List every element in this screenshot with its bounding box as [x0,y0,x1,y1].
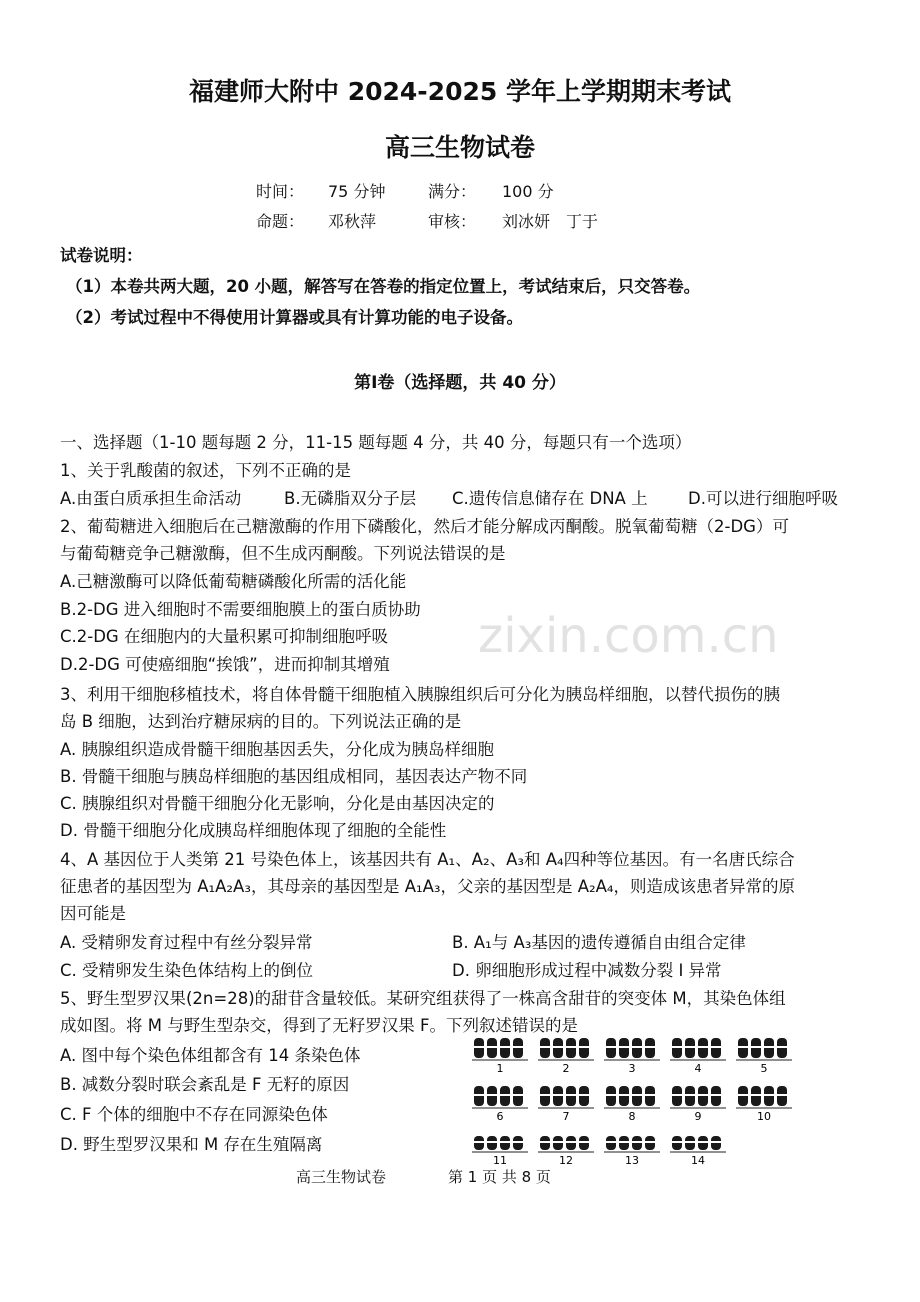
q5-option-d: D. 野生型罗汉果和 M 存在生殖隔离 [60,1135,323,1154]
centromere-band [606,1094,616,1096]
chromosome-group-10 [736,1086,792,1123]
part-heading: 一、选择题（1-10 题每题 2 分，11-15 题每题 4 分，共 40 分，每题只有一个选项） [60,433,692,452]
q4-option-b: B. A₁与 A₃基因的遗传遵循自由组合定律 [452,933,746,952]
centromere-band [764,1094,774,1096]
q1-option-d: D.可以进行细胞呼吸 [688,489,838,508]
centromere-band [777,1046,787,1048]
chromosome-label: 6 [496,1110,504,1123]
q4-stem-line1: 4、A 基因位于人类第 21 号染色体上，该基因共有 A₁、A₂、A₃和 A₄四种等位基因。有一名唐氏综合 [60,850,795,869]
centromere-band [632,1141,642,1143]
chromosome-group-5 [736,1038,792,1075]
chromosome-group-11 [472,1136,528,1167]
q5-option-b: B. 减数分裂时联会紊乱是 F 无籽的原因 [60,1075,350,1094]
centromere-band [566,1141,576,1143]
centromere-band [632,1046,642,1048]
instructions-heading: 试卷说明： [60,246,143,265]
centromere-band [579,1141,589,1143]
reviewer-value: 刘冰妍 丁于 [502,212,599,231]
chromosome-label: 7 [562,1110,570,1123]
q4-stem-line2: 征患者的基因型为 A₁A₂A₃，其母亲的基因型是 A₁A₃，父亲的基因型是 A₂A₄，则造成该患者异常的原 [60,877,796,896]
centromere-band [474,1046,484,1048]
q2-stem-line1: 2、葡萄糖进入细胞后在己糖激酶的作用下磷酸化，然后才能分解成丙酮酸。脱氧葡萄糖（2-DG）可 [60,517,789,536]
q3-option-b: B. 骨髓干细胞与胰岛样细胞的基因组成相同，基因表达产物不同 [60,767,528,786]
score-value: 100 分 [502,182,554,201]
chromosome-group-3 [604,1038,660,1075]
q3-stem-line2: 岛 B 细胞，达到治疗糖尿病的目的。下列说法正确的是 [60,712,462,731]
karyotype-figure [470,1038,810,1168]
author-label: 命题： [256,212,305,231]
time-label: 时间： [256,182,305,201]
chromosome-group-4 [670,1038,726,1075]
centromere-band [711,1141,721,1143]
chromosome-group-1 [472,1038,528,1075]
centromere-band [553,1141,563,1143]
q4-stem-line3: 因可能是 [60,904,126,923]
chromosome-group-12 [538,1136,594,1167]
centromere-band [672,1046,682,1048]
centromere-band [672,1094,682,1096]
author-value: 邓秋萍 [328,212,377,231]
chromosome-group-2 [538,1038,594,1075]
centromere-band [711,1046,721,1048]
q3-option-a: A. 胰腺组织造成骨髓干细胞基因丢失，分化成为胰岛样细胞 [60,740,494,759]
centromere-band [672,1141,682,1143]
instruction-item: （1）本卷共两大题，20 小题，解答写在答卷的指定位置上，考试结束后，只交答卷。 [66,277,701,296]
chromosome-group-14 [670,1136,726,1167]
chromosome-label: 2 [562,1062,570,1075]
centromere-band [619,1094,629,1096]
time-value: 75 分钟 [328,182,386,201]
centromere-band [632,1094,642,1096]
chromosome-label: 5 [760,1062,768,1075]
q5-option-c: C. F 个体的细胞中不存在同源染色体 [60,1105,328,1124]
chromosome-label: 4 [694,1062,702,1075]
centromere-band [619,1141,629,1143]
centromere-band [540,1141,550,1143]
centromere-band [553,1046,563,1048]
q3-option-d: D. 骨髓干细胞分化成胰岛样细胞体现了细胞的全能性 [60,821,447,840]
centromere-band [566,1046,576,1048]
centromere-band [698,1046,708,1048]
chromosome-group-9 [670,1086,726,1123]
watermark: zixin.com.cn [478,608,779,664]
q4-option-a: A. 受精卵发育过程中有丝分裂异常 [60,933,313,952]
q5-stem-line1: 5、野生型罗汉果(2n=28)的甜苷含量较低。某研究组获得了一株高含甜苷的突变体 M，其染色体组 [60,989,786,1008]
centromere-band [540,1046,550,1048]
chromosome-label: 13 [625,1154,639,1167]
centromere-band [751,1094,761,1096]
centromere-band [777,1094,787,1096]
reviewer-label: 审核： [428,212,477,231]
q2-stem-line2: 与葡萄糖竞争己糖激酶，但不生成丙酮酸。下列说法错误的是 [60,544,506,563]
q1-option-c: C.遗传信息储存在 DNA 上 [452,489,648,508]
centromere-band [645,1046,655,1048]
q3-option-c: C. 胰腺组织对骨髓干细胞分化无影响，分化是由基因决定的 [60,794,495,813]
q5-stem-line2: 成如图。将 M 与野生型杂交，得到了无籽罗汉果 F。下列叙述错误的是 [60,1016,578,1035]
centromere-band [540,1094,550,1096]
chromosome-label: 3 [628,1062,636,1075]
q1-option-b: B.无磷脂双分子层 [284,489,417,508]
chromosome-label: 1 [496,1062,504,1075]
centromere-band [513,1094,523,1096]
chromosome-label: 14 [691,1154,705,1167]
q2-option-d: D.2-DG 可使癌细胞“挨饿”，进而抑制其增殖 [60,655,390,674]
q2-option-c: C.2-DG 在细胞内的大量积累可抑制细胞呼吸 [60,627,388,646]
centromere-band [606,1046,616,1048]
chromosome-label: 11 [493,1154,507,1167]
q2-option-a: A.己糖激酶可以降低葡萄糖磷酸化所需的活化能 [60,572,407,591]
centromere-band [500,1094,510,1096]
centromere-band [553,1094,563,1096]
centromere-band [606,1141,616,1143]
q2-option-b: B.2-DG 进入细胞时不需要细胞膜上的蛋白质协助 [60,600,421,619]
centromere-band [738,1094,748,1096]
centromere-band [685,1046,695,1048]
school-title: 福建师大附中 2024-2025 学年上学期期末考试 [189,77,731,106]
section-title: 第Ⅰ卷（选择题，共 40 分） [354,373,566,393]
centromere-band [645,1141,655,1143]
chromosome-group-7 [538,1086,594,1123]
instruction-item: （2）考试过程中不得使用计算器或具有计算功能的电子设备。 [66,308,523,327]
centromere-band [619,1046,629,1048]
chromosome-group-13 [604,1136,660,1167]
chromosome-label: 12 [559,1154,573,1167]
centromere-band [474,1141,484,1143]
centromere-band [738,1046,748,1048]
centromere-band [513,1141,523,1143]
q4-option-d: D. 卵细胞形成过程中减数分裂 I 异常 [452,961,722,980]
centromere-band [579,1094,589,1096]
chromosome-group-6 [472,1086,528,1123]
chromosome-group-8 [604,1086,660,1123]
centromere-band [566,1094,576,1096]
centromere-band [685,1094,695,1096]
centromere-band [685,1141,695,1143]
centromere-band [487,1141,497,1143]
q1-option-a: A.由蛋白质承担生命活动 [60,489,242,508]
chromosome-label: 8 [628,1110,636,1123]
centromere-band [698,1094,708,1096]
centromere-band [487,1046,497,1048]
centromere-band [698,1141,708,1143]
q1-stem: 1、关于乳酸菌的叙述，下列不正确的是 [60,461,351,480]
q4-option-c: C. 受精卵发生染色体结构上的倒位 [60,961,314,980]
centromere-band [751,1046,761,1048]
footer-left: 高三生物试卷 [296,1168,387,1186]
centromere-band [500,1046,510,1048]
centromere-band [711,1094,721,1096]
paper-title: 高三生物试卷 [384,133,535,162]
centromere-band [487,1094,497,1096]
chromosome-label: 9 [694,1110,702,1123]
centromere-band [500,1141,510,1143]
centromere-band [513,1046,523,1048]
q3-stem-line1: 3、利用干细胞移植技术，将自体骨髓干细胞植入胰腺组织后可分化为胰岛样细胞，以替代损伤的胰 [60,685,780,704]
centromere-band [474,1094,484,1096]
score-label: 满分： [428,182,477,201]
centromere-band [579,1046,589,1048]
centromere-band [645,1094,655,1096]
q5-option-a: A. 图中每个染色体组都含有 14 条染色体 [60,1046,361,1065]
footer-page-number: 第 1 页 共 8 页 [448,1168,551,1186]
chromosome-label: 10 [757,1110,771,1123]
centromere-band [764,1046,774,1048]
